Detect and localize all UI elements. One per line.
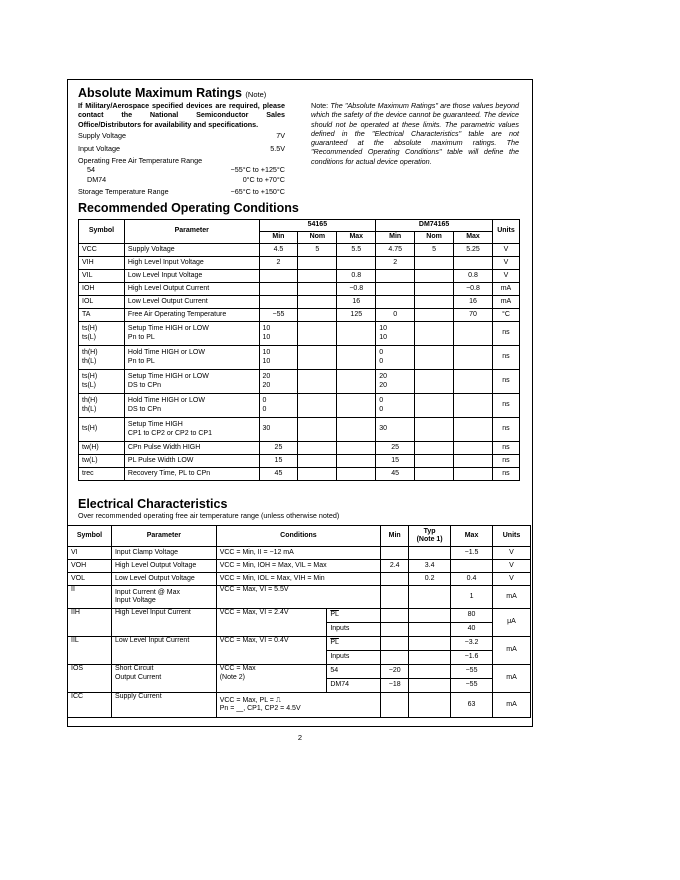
ec-min: 2.4	[381, 560, 409, 573]
roc-dm74165-max: 0.8	[454, 270, 493, 283]
roc-symbol: TA	[79, 309, 125, 322]
ec-h-conditions: Conditions	[216, 526, 381, 547]
ec-h-symbol: Symbol	[68, 526, 112, 547]
table-row	[68, 560, 531, 573]
roc-54165-min: 20 20	[259, 370, 298, 394]
roc-54165-max	[337, 322, 376, 346]
ec-conditions: VCC = Max, VI = 2.4V	[216, 609, 327, 637]
roc-dm74165-min	[376, 296, 415, 309]
roc-symbol: VIL	[79, 270, 125, 283]
roc-54165-min: 15	[259, 455, 298, 468]
table-row	[79, 257, 520, 270]
roc-54165-min: 30	[259, 418, 298, 442]
ec-conditions: VCC = Max, VI = 5.5V	[216, 586, 381, 609]
table-row	[79, 370, 520, 394]
roc-h-min: Min	[259, 232, 298, 244]
roc-54165-nom	[298, 322, 337, 346]
roc-dm74165-nom	[415, 322, 454, 346]
amr-title-note: (Note)	[245, 90, 267, 99]
ec-subcondition: Inputs	[327, 651, 381, 665]
roc-h-units: Units	[492, 220, 519, 244]
roc-parameter: Supply Voltage	[124, 244, 259, 257]
ec-h-parameter: Parameter	[111, 526, 216, 547]
roc-dm74165-nom	[415, 283, 454, 296]
table-row	[79, 244, 520, 257]
ec-conditions: VCC = Min, II = −12 mA	[216, 547, 381, 560]
roc-dm74165-min	[376, 283, 415, 296]
roc-54165-nom	[298, 455, 337, 468]
roc-parameter: Low Level Output Current	[124, 296, 259, 309]
roc-dm74165-nom	[415, 418, 454, 442]
roc-dm74165-max	[454, 394, 493, 418]
ec-typ	[409, 586, 451, 609]
ec-min	[381, 547, 409, 560]
ec-conditions: VCC = Min, IOL = Max, VIH = Min	[216, 573, 381, 586]
roc-54165-min: 10 10	[259, 322, 298, 346]
table-row	[68, 573, 531, 586]
roc-unit: ns	[492, 468, 519, 481]
ec-max: −55	[451, 679, 493, 693]
ec-typ	[409, 623, 451, 637]
ec-typ: 3.4	[409, 560, 451, 573]
ec-max: −1.5	[451, 547, 493, 560]
roc-54165-max	[337, 346, 376, 370]
roc-dm74165-min: 10 10	[376, 322, 415, 346]
ec-min: −20	[381, 665, 409, 679]
roc-symbol: VIH	[79, 257, 125, 270]
roc-symbol: trec	[79, 468, 125, 481]
roc-54165-min: 10 10	[259, 346, 298, 370]
roc-54165-max	[337, 455, 376, 468]
ec-typ	[409, 609, 451, 623]
roc-dm74165-max: 16	[454, 296, 493, 309]
roc-h-nom: Nom	[298, 232, 337, 244]
ec-unit: mA	[492, 637, 530, 665]
ec-parameter: Short Circuit Output Current	[111, 665, 216, 693]
roc-54165-nom: 5	[298, 244, 337, 257]
roc-dm74165-max: 5.25	[454, 244, 493, 257]
roc-table-body	[79, 244, 520, 481]
table-row	[68, 693, 531, 718]
ec-unit: mA	[492, 693, 530, 718]
roc-54165-max	[337, 394, 376, 418]
roc-unit: ns	[492, 370, 519, 394]
ec-parameter: Input Clamp Voltage	[111, 547, 216, 560]
ec-symbol: VOL	[68, 573, 112, 586]
page-number: 2	[297, 733, 303, 742]
roc-54165-min	[259, 296, 298, 309]
roc-dm74165-max	[454, 370, 493, 394]
ec-subcondition: Inputs	[327, 623, 381, 637]
ec-subcondition: 54	[327, 665, 381, 679]
roc-unit: ns	[492, 418, 519, 442]
ec-unit: V	[492, 573, 530, 586]
ec-parameter: Input Current @ Max Input Voltage	[111, 586, 216, 609]
roc-unit: V	[492, 244, 519, 257]
roc-dm74165-nom	[415, 442, 454, 455]
table-row	[79, 418, 520, 442]
roc-symbol: IOH	[79, 283, 125, 296]
ec-typ	[409, 693, 451, 718]
roc-dm74165-min: 4.75	[376, 244, 415, 257]
roc-dm74165-nom	[415, 309, 454, 322]
ec-unit: μA	[492, 609, 530, 637]
ec-typ	[409, 679, 451, 693]
roc-54165-nom	[298, 296, 337, 309]
roc-54165-nom	[298, 346, 337, 370]
roc-54165-max: 16	[337, 296, 376, 309]
roc-54165-min: 25	[259, 442, 298, 455]
roc-h-dm74165: DM74165	[376, 220, 493, 232]
roc-unit: ns	[492, 322, 519, 346]
ec-min	[381, 586, 409, 609]
roc-54165-nom	[298, 270, 337, 283]
roc-dm74165-nom	[415, 455, 454, 468]
roc-dm74165-min: 20 20	[376, 370, 415, 394]
roc-dm74165-nom	[415, 468, 454, 481]
roc-unit: °C	[492, 309, 519, 322]
ec-unit: mA	[492, 665, 530, 693]
ec-typ	[409, 651, 451, 665]
ec-typ	[409, 637, 451, 651]
ec-symbol: VI	[68, 547, 112, 560]
roc-54165-nom	[298, 394, 337, 418]
ec-max: −1.6	[451, 651, 493, 665]
ec-table	[67, 525, 531, 718]
amr-temp-range-label: Operating Free Air Temperature Range	[78, 156, 203, 166]
ec-unit: mA	[492, 586, 530, 609]
table-row	[79, 270, 520, 283]
ec-symbol: IIL	[68, 637, 112, 665]
table-row	[79, 468, 520, 481]
roc-54165-max	[337, 418, 376, 442]
ec-subcondition: $\overline{PL}$	[327, 609, 381, 623]
roc-dm74165-min: 0 0	[376, 346, 415, 370]
roc-54165-max: 0.8	[337, 270, 376, 283]
table-row	[68, 609, 531, 623]
table-row	[79, 283, 520, 296]
roc-dm74165-max	[454, 455, 493, 468]
table-row	[79, 455, 520, 468]
ec-min	[381, 609, 409, 623]
ec-symbol: ICC	[68, 693, 112, 718]
roc-54165-min: 2	[259, 257, 298, 270]
roc-54165-nom	[298, 442, 337, 455]
ec-parameter: Supply Current	[111, 693, 216, 718]
ec-min	[381, 651, 409, 665]
roc-dm74165-min: 45	[376, 468, 415, 481]
amr-temp-dm74: DM74 0°C to +70°C	[87, 174, 285, 184]
roc-dm74165-min: 2	[376, 257, 415, 270]
roc-symbol: IOL	[79, 296, 125, 309]
roc-symbol: tw(L)	[79, 455, 125, 468]
amr-supply-voltage: Supply Voltage 7V	[78, 131, 285, 141]
table-row	[68, 547, 531, 560]
ec-h-typ: Typ (Note 1)	[409, 526, 451, 547]
roc-dm74165-nom	[415, 346, 454, 370]
amr-warning: If Military/Aerospace specified devices are required, please contact the National Semiconductor Sales Office/Distributors for availability and specifications.	[78, 101, 285, 129]
roc-54165-min: 4.5	[259, 244, 298, 257]
roc-parameter: CPn Pulse Width HIGH	[124, 442, 259, 455]
roc-dm74165-min: 30	[376, 418, 415, 442]
roc-dm74165-min: 25	[376, 442, 415, 455]
roc-table	[78, 219, 520, 481]
roc-parameter: PL Pulse Width LOW	[124, 455, 259, 468]
ec-parameter: Low Level Output Voltage	[111, 573, 216, 586]
roc-h-max: Max	[337, 232, 376, 244]
roc-dm74165-max	[454, 322, 493, 346]
roc-54165-nom	[298, 468, 337, 481]
roc-unit: ns	[492, 442, 519, 455]
ec-symbol: IOS	[68, 665, 112, 693]
roc-54165-max	[337, 442, 376, 455]
ec-conditions: VCC = Max, PL = ⎍ Pn = ⎽, CP1, CP2 = 4.5V	[216, 693, 381, 718]
ec-title: Electrical Characteristics	[78, 497, 228, 511]
roc-h-symbol: Symbol	[79, 220, 125, 244]
roc-symbol: VCC	[79, 244, 125, 257]
roc-parameter: Hold Time HIGH or LOW Pn to PL	[124, 346, 259, 370]
roc-symbol: th(H) th(L)	[79, 346, 125, 370]
roc-dm74165-nom	[415, 257, 454, 270]
ec-max: 0.4	[451, 573, 493, 586]
roc-symbol: tw(H)	[79, 442, 125, 455]
table-row	[79, 346, 520, 370]
roc-symbol: ts(H)	[79, 418, 125, 442]
table-row	[79, 442, 520, 455]
roc-parameter: Setup Time HIGH or LOW Pn to PL	[124, 322, 259, 346]
ec-typ: 0.2	[409, 573, 451, 586]
roc-dm74165-nom: 5	[415, 244, 454, 257]
ec-parameter: High Level Input Current	[111, 609, 216, 637]
ec-symbol: II	[68, 586, 112, 609]
roc-dm74165-min: 0 0	[376, 394, 415, 418]
ec-subcondition: $\overline{PL}$	[327, 637, 381, 651]
roc-parameter: Free Air Operating Temperature	[124, 309, 259, 322]
table-row	[79, 309, 520, 322]
ec-unit: V	[492, 560, 530, 573]
roc-unit: V	[492, 257, 519, 270]
amr-input-voltage: Input Voltage 5.5V	[78, 143, 285, 153]
roc-parameter: High Level Input Voltage	[124, 257, 259, 270]
ec-min	[381, 623, 409, 637]
roc-dm74165-max	[454, 442, 493, 455]
roc-unit: ns	[492, 394, 519, 418]
ec-symbol: IIH	[68, 609, 112, 637]
ec-min: −18	[381, 679, 409, 693]
table-row	[68, 665, 531, 679]
ec-h-units: Units	[492, 526, 530, 547]
roc-dm74165-min: 15	[376, 455, 415, 468]
ec-max	[451, 560, 493, 573]
amr-storage-temp: Storage Temperature Range −65°C to +150°C	[78, 187, 285, 197]
roc-dm74165-max: −0.8	[454, 283, 493, 296]
roc-54165-nom	[298, 418, 337, 442]
roc-unit: mA	[492, 283, 519, 296]
amr-temp-54: 54 −55°C to +125°C	[87, 165, 285, 175]
table-row	[68, 637, 531, 651]
roc-dm74165-max: 70	[454, 309, 493, 322]
roc-parameter: Setup Time HIGH or LOW DS to CPn	[124, 370, 259, 394]
ec-min	[381, 637, 409, 651]
ec-max: 63	[451, 693, 493, 718]
roc-54165-min	[259, 283, 298, 296]
roc-h-54165: 54165	[259, 220, 376, 232]
roc-unit: mA	[492, 296, 519, 309]
roc-54165-max	[337, 257, 376, 270]
roc-54165-nom	[298, 257, 337, 270]
roc-54165-nom	[298, 283, 337, 296]
roc-parameter: Recovery Time, PL to CPn	[124, 468, 259, 481]
roc-h-min: Min	[376, 232, 415, 244]
ec-typ	[409, 665, 451, 679]
roc-parameter: High Level Output Current	[124, 283, 259, 296]
roc-dm74165-max	[454, 346, 493, 370]
roc-54165-max: −0.8	[337, 283, 376, 296]
ec-max: −55	[451, 665, 493, 679]
ec-subcondition: DM74	[327, 679, 381, 693]
roc-54165-min: 45	[259, 468, 298, 481]
ec-unit: V	[492, 547, 530, 560]
roc-dm74165-nom	[415, 370, 454, 394]
ec-h-max: Max	[451, 526, 493, 547]
roc-dm74165-nom	[415, 394, 454, 418]
roc-h-max: Max	[454, 232, 493, 244]
ec-parameter: High Level Output Voltage	[111, 560, 216, 573]
roc-symbol: ts(H) ts(L)	[79, 370, 125, 394]
amr-title: Absolute Maximum Ratings (Note)	[78, 86, 267, 100]
roc-54165-min: −55	[259, 309, 298, 322]
amr-ratings	[78, 101, 285, 197]
roc-dm74165-max	[454, 468, 493, 481]
ec-typ	[409, 547, 451, 560]
table-row	[79, 322, 520, 346]
roc-54165-max: 125	[337, 309, 376, 322]
roc-unit: ns	[492, 455, 519, 468]
ec-min	[381, 573, 409, 586]
table-row	[79, 394, 520, 418]
roc-54165-max	[337, 370, 376, 394]
ec-conditions: VCC = Min, IOH = Max, VIL = Max	[216, 560, 381, 573]
amr-note: Note: The "Absolute Maximum Ratings" are those values beyond which the safety of the device cannot be guaranteed. The device should not be operated at these limits. The parametric values defined in the "Electrical Characteristics" table are not guaranteed at the absolute maximum ratings. The "Recommended Operating Conditions" table will define the conditions for actual device operation.	[311, 101, 519, 166]
roc-dm74165-nom	[415, 296, 454, 309]
ec-h-min: Min	[381, 526, 409, 547]
roc-54165-max	[337, 468, 376, 481]
roc-h-nom: Nom	[415, 232, 454, 244]
ec-max: 40	[451, 623, 493, 637]
ec-max: 1	[451, 586, 493, 609]
roc-54165-min: 0 0	[259, 394, 298, 418]
roc-dm74165-min	[376, 270, 415, 283]
roc-unit: ns	[492, 346, 519, 370]
table-row	[68, 586, 531, 609]
roc-54165-max: 5.5	[337, 244, 376, 257]
ec-subtitle: Over recommended operating free air temperature range (unless otherwise noted)	[78, 511, 340, 520]
roc-dm74165-max	[454, 257, 493, 270]
ec-conditions: VCC = Max (Note 2)	[216, 665, 327, 693]
roc-54165-min	[259, 270, 298, 283]
ec-max: −3.2	[451, 637, 493, 651]
roc-parameter: Low Level Input Voltage	[124, 270, 259, 283]
roc-54165-nom	[298, 309, 337, 322]
ec-symbol: VOH	[68, 560, 112, 573]
roc-symbol: th(H) th(L)	[79, 394, 125, 418]
roc-h-parameter: Parameter	[124, 220, 259, 244]
ec-min	[381, 693, 409, 718]
roc-title: Recommended Operating Conditions	[78, 201, 299, 215]
roc-54165-nom	[298, 370, 337, 394]
ec-conditions: VCC = Max, VI = 0.4V	[216, 637, 327, 665]
roc-symbol: ts(H) ts(L)	[79, 322, 125, 346]
roc-unit: V	[492, 270, 519, 283]
roc-dm74165-nom	[415, 270, 454, 283]
ec-parameter: Low Level Input Current	[111, 637, 216, 665]
table-row	[79, 296, 520, 309]
ec-max: 80	[451, 609, 493, 623]
roc-parameter: Hold Time HIGH or LOW DS to CPn	[124, 394, 259, 418]
roc-parameter: Setup Time HIGH CP1 to CP2 or CP2 to CP1	[124, 418, 259, 442]
roc-dm74165-max	[454, 418, 493, 442]
roc-dm74165-min: 0	[376, 309, 415, 322]
